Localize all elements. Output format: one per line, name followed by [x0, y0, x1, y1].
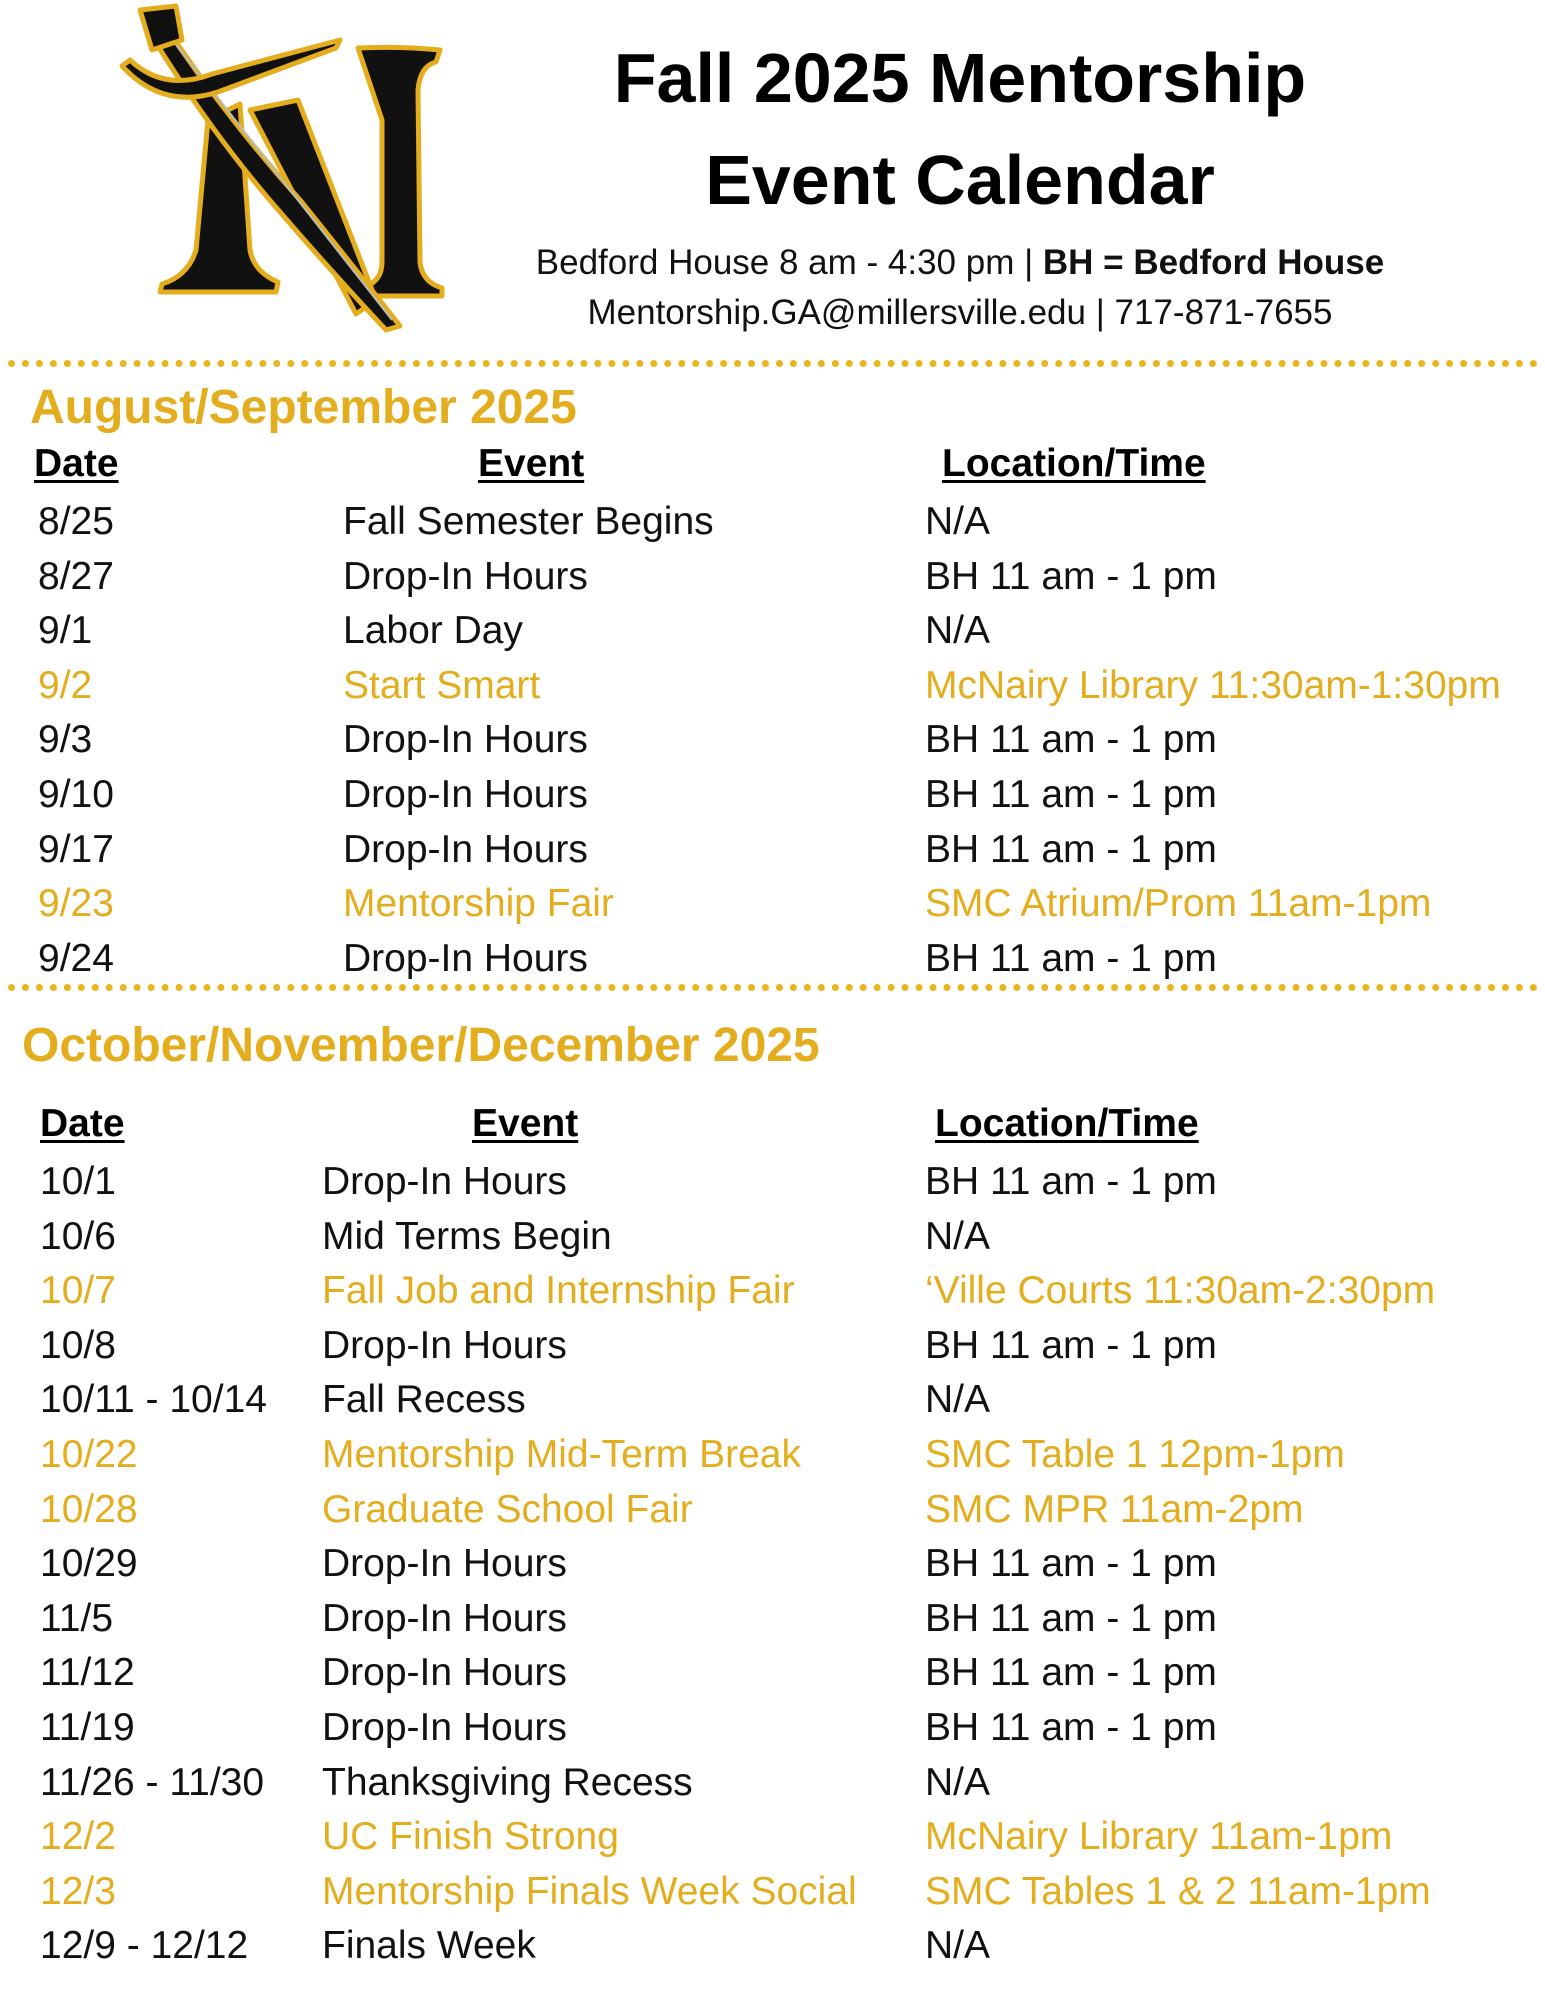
row-location: BH 11 am - 1 pm [925, 1323, 1217, 1367]
row-location: SMC Atrium/Prom 11am-1pm [925, 882, 1432, 926]
table-row [0, 495, 1545, 549]
row-event: Mentorship Fair [343, 882, 614, 926]
row-date: 9/17 [38, 827, 114, 871]
row-date: 9/1 [38, 609, 93, 653]
table-row [0, 1537, 1545, 1591]
row-date: 12/9 - 12/12 [40, 1924, 249, 1968]
column-header-date: Date [40, 1102, 125, 1145]
table-row [0, 823, 1545, 877]
row-date: 11/26 - 11/30 [40, 1760, 265, 1804]
row-location: N/A [925, 1760, 991, 1804]
row-event: Start Smart [343, 663, 541, 707]
row-location: BH 11 am - 1 pm [925, 1651, 1217, 1695]
row-date: 10/8 [40, 1323, 116, 1367]
table-row [0, 604, 1545, 658]
row-event: Drop-In Hours [343, 554, 588, 598]
m-sword-logo [100, 0, 460, 350]
row-event: Drop-In Hours [343, 773, 588, 816]
row-location: BH 11 am - 1 pm [925, 1596, 1217, 1640]
table-row [0, 713, 1545, 767]
row-location: BH 11 am - 1 pm [925, 936, 1217, 980]
column-header-event: Event [478, 442, 585, 485]
page-title-line2: Event Calendar [705, 141, 1215, 219]
row-date: 8/25 [38, 500, 114, 543]
row-date: 9/23 [38, 882, 114, 926]
table-row [0, 1155, 1545, 1209]
row-event: Mentorship Finals Week Social [322, 1869, 857, 1913]
row-event: Drop-In Hours [322, 1542, 567, 1586]
row-location: McNairy Library 11am-1pm [925, 1815, 1393, 1859]
table-row [0, 768, 1545, 822]
row-date: 12/2 [40, 1815, 116, 1859]
row-location: BH 11 am - 1 pm [925, 718, 1217, 762]
table-row [0, 550, 1545, 604]
row-event: UC Finish Strong [322, 1815, 619, 1859]
table-row [0, 1373, 1545, 1427]
row-event: Thanksgiving Recess [322, 1760, 693, 1804]
section-title: August/September 2025 [30, 381, 577, 434]
row-location: McNairy Library 11:30am-1:30pm [925, 663, 1501, 707]
row-event: Drop-In Hours [343, 936, 588, 980]
table-row [0, 1756, 1545, 1810]
column-header-date: Date [34, 442, 119, 485]
table-row [0, 1919, 1545, 1973]
row-date: 10/1 [40, 1160, 116, 1203]
row-date: 11/5 [40, 1596, 114, 1640]
row-date: 10/29 [40, 1542, 138, 1586]
table-row [0, 1483, 1545, 1537]
table-row [0, 1592, 1545, 1646]
row-date: 11/19 [40, 1706, 135, 1749]
row-date: 11/12 [40, 1651, 135, 1695]
table-row [0, 877, 1545, 931]
row-date: 9/10 [38, 773, 114, 816]
column-header-event: Event [472, 1102, 579, 1145]
row-date: 10/6 [40, 1214, 116, 1258]
row-location: SMC MPR 11am-2pm [925, 1487, 1304, 1531]
row-location: BH 11 am - 1 pm [925, 1160, 1217, 1203]
row-location: SMC Table 1 12pm-1pm [925, 1433, 1345, 1476]
column-header-location: Location/Time [935, 1102, 1199, 1145]
row-event: Mid Terms Begin [322, 1214, 612, 1258]
row-event: Finals Week [322, 1924, 536, 1968]
row-location: SMC Tables 1 & 2 11am-1pm [925, 1869, 1431, 1913]
row-event: Mentorship Mid-Term Break [322, 1433, 801, 1476]
row-date: 8/27 [38, 554, 114, 598]
row-location: N/A [925, 1378, 991, 1422]
row-location: N/A [925, 609, 991, 653]
row-location: N/A [925, 1924, 991, 1968]
table-row [0, 932, 1545, 986]
row-event: Drop-In Hours [322, 1651, 567, 1695]
table-row [0, 1646, 1545, 1700]
row-location: N/A [925, 1214, 991, 1258]
row-event: Drop-In Hours [322, 1323, 567, 1367]
row-event: Drop-In Hours [322, 1596, 567, 1640]
table-row [0, 1264, 1545, 1318]
row-date: 10/7 [40, 1269, 116, 1313]
divider [8, 360, 1538, 367]
row-location: BH 11 am - 1 pm [925, 1706, 1217, 1749]
row-event: Fall Semester Begins [343, 500, 714, 543]
row-date: 12/3 [40, 1869, 116, 1913]
row-date: 10/28 [40, 1487, 138, 1531]
hours-text: Bedford House 8 am - 4:30 pm | [535, 243, 1043, 282]
page-title-line1: Fall 2025 Mentorship [613, 39, 1307, 117]
contact-line[interactable]: Mentorship.GA@millersville.edu | 717-871-7655 [587, 293, 1333, 332]
table-row [0, 1428, 1545, 1482]
row-event: Fall Recess [322, 1378, 526, 1422]
row-date: 9/3 [38, 718, 93, 762]
bh-legend: BH = Bedford House [1042, 243, 1385, 282]
row-event: Drop-In Hours [343, 827, 588, 871]
row-event: Drop-In Hours [322, 1706, 567, 1749]
table-row [0, 659, 1545, 713]
row-location: BH 11 am - 1 pm [925, 773, 1217, 816]
section-title: October/November/December 2025 [22, 1019, 820, 1072]
table-row [0, 1865, 1545, 1919]
row-event: Labor Day [343, 609, 523, 653]
row-date: 10/22 [40, 1433, 138, 1476]
row-event: Graduate School Fair [322, 1487, 693, 1531]
table-row [0, 1319, 1545, 1373]
hours-line [520, 238, 1400, 288]
row-location: ‘Ville Courts 11:30am-2:30pm [925, 1269, 1436, 1313]
table-row [0, 1701, 1545, 1755]
row-date: 9/24 [38, 936, 114, 980]
table-row [0, 1810, 1545, 1864]
row-event: Drop-In Hours [343, 718, 588, 762]
divider [8, 984, 1538, 991]
row-location: BH 11 am - 1 pm [925, 827, 1217, 871]
column-header-location: Location/Time [942, 442, 1206, 485]
row-location: BH 11 am - 1 pm [925, 1542, 1217, 1586]
row-location: N/A [925, 500, 991, 543]
row-location: BH 11 am - 1 pm [925, 554, 1217, 598]
row-date: 9/2 [38, 663, 93, 707]
row-date: 10/11 - 10/14 [40, 1378, 267, 1422]
row-event: Drop-In Hours [322, 1160, 567, 1203]
table-row [0, 1210, 1545, 1264]
row-event: Fall Job and Internship Fair [322, 1269, 795, 1313]
